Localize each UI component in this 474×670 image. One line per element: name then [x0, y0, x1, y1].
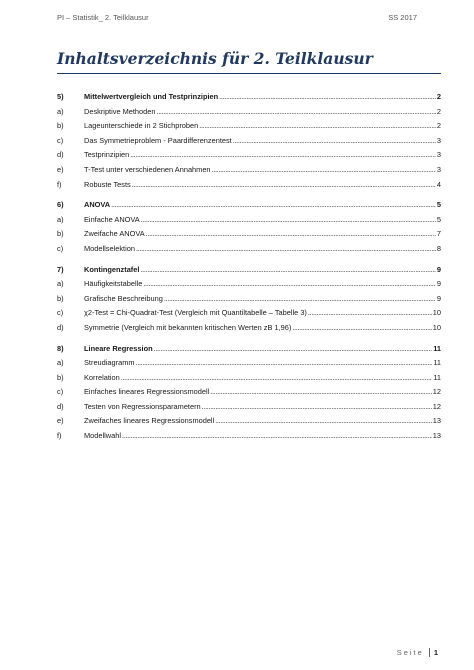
entry-number: d): [57, 322, 64, 332]
entry-page-number: 13: [432, 431, 441, 441]
entry-page-number: 12: [432, 401, 441, 411]
entry-number: b): [57, 229, 64, 239]
dot-leader: [130, 149, 436, 161]
page-footer: [397, 648, 438, 657]
toc-section-heading[interactable]: [57, 264, 441, 279]
title-underline: [57, 73, 441, 74]
entry-label: Robuste Tests: [84, 179, 131, 189]
toc-entry[interactable]: [57, 120, 441, 135]
entry-label: Einfaches lineares Regressionsmodell: [84, 387, 210, 397]
dot-leader: [111, 199, 436, 211]
entry-label: Mittelwertvergleich und Testprinzipien: [84, 92, 219, 101]
dot-leader: [212, 164, 436, 176]
header-course-title: PI – Statistik_ 2. Teilklausur: [57, 13, 149, 22]
toc-entry[interactable]: [57, 179, 441, 194]
header-semester: SS 2017: [388, 13, 417, 22]
dot-leader: [136, 357, 433, 369]
entry-number: a): [57, 214, 64, 224]
entry-page-number: 2: [436, 121, 441, 131]
entry-label: Kontingenztafel: [84, 264, 140, 274]
entry-label: Lineare Regression: [84, 343, 153, 353]
entry-page-number: 10: [432, 322, 441, 332]
entry-page-number: 7: [436, 229, 441, 239]
table-of-contents: [57, 91, 441, 445]
entry-label: Streudiagramm: [84, 358, 135, 368]
entry-page-number: 12: [432, 387, 441, 397]
entry-page-number: 9: [436, 279, 441, 289]
toc-entry[interactable]: [57, 372, 441, 387]
dot-leader: [219, 91, 436, 103]
entry-page-number: 10: [432, 308, 441, 318]
entry-label: ANOVA: [84, 200, 111, 210]
entry-page-number: 3: [436, 135, 441, 145]
dot-leader: [215, 415, 432, 427]
entry-page-number: 4: [436, 179, 441, 189]
entry-page-number: 2: [436, 106, 441, 116]
entry-label: Grafische Beschreibung: [84, 293, 163, 303]
toc-entry[interactable]: [57, 415, 441, 430]
toc-section-heading[interactable]: [57, 91, 441, 106]
entry-page-number: 11: [433, 358, 441, 368]
dot-leader: [122, 430, 432, 442]
entry-page-number: 5: [436, 214, 441, 224]
dot-leader: [308, 307, 432, 319]
toc-entry[interactable]: [57, 430, 441, 445]
dot-leader: [154, 343, 433, 355]
entry-label: Häufigkeitstabelle: [84, 279, 143, 289]
entry-label: Modellwahl: [84, 431, 121, 441]
dot-leader: [156, 106, 435, 118]
toc-entry[interactable]: [57, 357, 441, 372]
toc-entry[interactable]: [57, 401, 441, 416]
entry-page-number: 2: [436, 92, 441, 101]
entry-number: 8): [57, 343, 64, 353]
entry-label: Zweifache ANOVA: [84, 229, 145, 239]
toc-entry[interactable]: [57, 164, 441, 179]
entry-label: Symmetrie (Vergleich mit bekannten kritischen Werten zB 1,96): [84, 322, 292, 332]
entry-label: Modellselektion: [84, 243, 135, 253]
entry-label: Korrelation: [84, 372, 120, 382]
entry-number: 6): [57, 200, 64, 210]
entry-number: e): [57, 416, 64, 426]
entry-number: 7): [57, 264, 64, 274]
entry-page-number: 11: [433, 343, 441, 353]
entry-number: a): [57, 279, 64, 289]
dot-leader: [202, 401, 432, 413]
entry-number: a): [57, 106, 64, 116]
entry-page-number: 5: [436, 200, 441, 210]
entry-page-number: 3: [436, 150, 441, 160]
toc-entry[interactable]: [57, 307, 441, 322]
toc-entry[interactable]: [57, 322, 441, 337]
toc-entry[interactable]: [57, 149, 441, 164]
dot-leader: [210, 386, 431, 398]
toc-entry[interactable]: [57, 243, 441, 258]
entry-page-number: 9: [436, 293, 441, 303]
footer-seite-label: Seite: [396, 648, 424, 657]
entry-number: c): [57, 135, 64, 145]
entry-number: c): [57, 308, 64, 318]
dot-leader: [292, 322, 431, 334]
entry-number: e): [57, 164, 64, 174]
entry-label: Testen von Regressionsparametern: [84, 401, 201, 411]
entry-page-number: 13: [432, 416, 441, 426]
entry-label: Das Symmetrieproblem - Paardifferenzentest: [84, 135, 232, 145]
toc-section-heading[interactable]: [57, 343, 441, 358]
footer-page-number: 1: [433, 648, 438, 657]
dot-leader: [121, 372, 433, 384]
dot-leader: [141, 214, 436, 226]
toc-section-heading[interactable]: [57, 199, 441, 214]
toc-entry[interactable]: [57, 386, 441, 401]
entry-number: c): [57, 387, 64, 397]
dot-leader: [143, 278, 436, 290]
entry-page-number: 11: [433, 372, 441, 382]
entry-page-number: 8: [436, 243, 441, 253]
entry-number: b): [57, 293, 64, 303]
entry-number: d): [57, 401, 64, 411]
dot-leader: [146, 228, 436, 240]
dot-leader: [233, 135, 436, 147]
toc-entry[interactable]: [57, 228, 441, 243]
entry-number: 5): [57, 92, 64, 101]
footer-divider: [429, 648, 430, 657]
entry-number: b): [57, 372, 64, 382]
toc-entry[interactable]: [57, 106, 441, 121]
entry-label: Einfache ANOVA: [84, 214, 140, 224]
entry-number: f): [57, 431, 62, 441]
dot-leader: [132, 179, 436, 191]
entry-label: Deskriptive Methoden: [84, 106, 156, 116]
entry-label: χ2-Test = Chi-Quadrat-Test (Vergleich mit Quantiltabelle – Tabelle 3): [84, 308, 307, 318]
entry-label: Lageunterschiede in 2 Stichproben: [84, 121, 199, 131]
entry-number: d): [57, 150, 64, 160]
entry-label: Testprinzipien: [84, 150, 130, 160]
entry-page-number: 3: [436, 164, 441, 174]
entry-number: a): [57, 358, 64, 368]
dot-leader: [136, 243, 436, 255]
entry-label: Zweifaches lineares Regressionsmodell: [84, 416, 215, 426]
entry-page-number: 9: [436, 264, 441, 274]
page-title: Inhaltsverzeichnis für 2. Teilklausur: [57, 49, 373, 68]
dot-leader: [140, 264, 435, 276]
toc-entry[interactable]: [57, 214, 441, 229]
dot-leader: [199, 120, 436, 132]
dot-leader: [164, 293, 436, 305]
toc-entry[interactable]: [57, 293, 441, 308]
entry-label: T-Test unter verschiedenen Annahmen: [84, 164, 211, 174]
entry-number: f): [57, 179, 62, 189]
toc-entry[interactable]: [57, 278, 441, 293]
toc-entry[interactable]: [57, 135, 441, 150]
entry-number: b): [57, 121, 64, 131]
entry-number: c): [57, 243, 64, 253]
